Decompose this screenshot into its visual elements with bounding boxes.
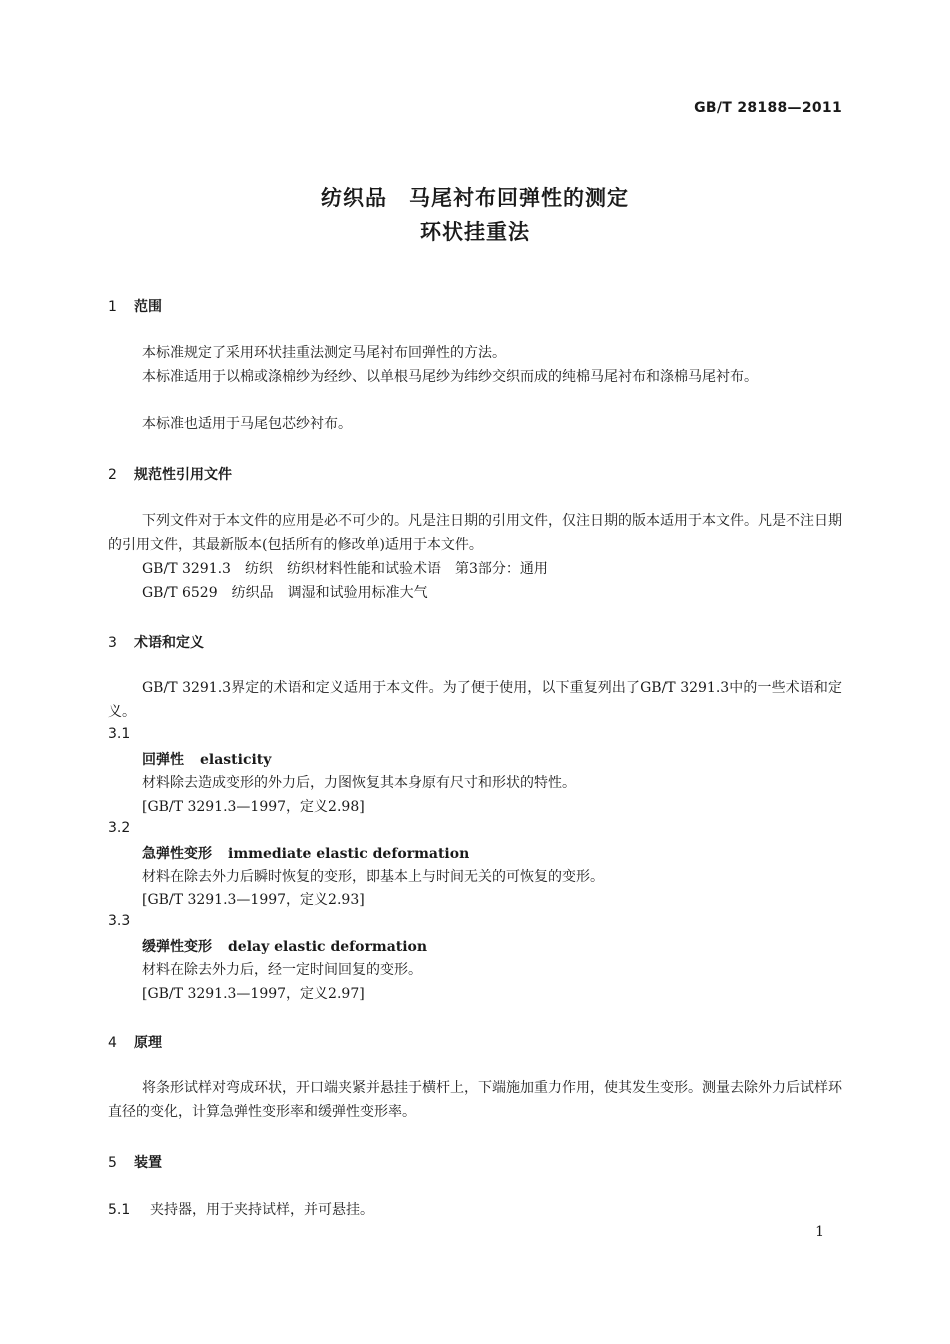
paragraph: 将条形试样对弯成环状，开口端夹紧并悬挂于横杆上，下端施加重力作用，使其发生变形。测量去除外力后试样环直径的变化，计算急弹性变形率和缓弹性变形率。 [108, 1080, 842, 1120]
paragraph: 下列文件对于本文件的应用是必不可少的。凡是注日期的引用文件，仅注日期的版本适用于本文件。凡是不注日期的引用文件，其最新版本(包括所有的修改单)适用于本文件。 [108, 513, 842, 553]
term-definition: 材料在除去外力后，经一定时间回复的变形。 [142, 962, 422, 978]
document-title: 纺织品 马尾衬布回弹性的测定 [321, 186, 629, 210]
term-name-en: elasticity [200, 752, 272, 768]
subclause-number: 5.1 [108, 1202, 131, 1218]
term-source: [GB/T 3291.3—1997，定义2.97] [142, 986, 365, 1002]
section-heading-1 [108, 296, 162, 316]
standard-code: GB/T 28188—2011 [694, 100, 842, 116]
term-name [142, 843, 469, 863]
section-heading-2 [108, 464, 232, 484]
section-number: 3 [108, 635, 117, 651]
normative-reference: GB/T 3291.3 纺织 纺织材料性能和试验术语 第3部分：通用 [142, 561, 548, 577]
section-heading-5 [108, 1152, 162, 1172]
subclause-text: 夹持器，用于夹持试样，并可悬挂。 [150, 1202, 374, 1218]
paragraph: 本标准适用于以棉或涤棉纱为经纱、以单根马尾纱为纬纱交织而成的纯棉马尾衬布和涤棉马尾衬布。 [142, 369, 758, 385]
section-number: 5 [108, 1155, 117, 1171]
section-title: 术语和定义 [134, 635, 204, 651]
section-heading-4 [108, 1032, 162, 1052]
term-definition: 材料在除去外力后瞬时恢复的变形，即基本上与时间无关的可恢复的变形。 [142, 869, 604, 885]
paragraph: 本标准也适用于马尾包芯纱衬布。 [142, 416, 352, 432]
paragraph: 本标准规定了采用环状挂重法测定马尾衬布回弹性的方法。 [142, 345, 506, 361]
section-number: 4 [108, 1035, 117, 1051]
term-number: 3.2 [108, 820, 131, 836]
term-source: [GB/T 3291.3—1997，定义2.93] [142, 892, 365, 908]
term-name-cn: 急弹性变形 [142, 846, 212, 862]
section-number: 1 [108, 299, 117, 315]
normative-reference: GB/T 6529 纺织品 调湿和试验用标准大气 [142, 585, 428, 601]
term-name [142, 936, 427, 956]
term-name-cn: 缓弹性变形 [142, 939, 212, 955]
paragraph: GB/T 3291.3界定的术语和定义适用于本文件。为了便于使用，以下重复列出了GB/T 3291.3中的一些术语和定义。 [108, 680, 842, 720]
section-number: 2 [108, 467, 117, 483]
term-name-cn: 回弹性 [142, 752, 184, 768]
section-title: 规范性引用文件 [134, 467, 232, 483]
term-number: 3.1 [108, 726, 131, 742]
section-heading-3 [108, 632, 204, 652]
term-source: [GB/T 3291.3—1997，定义2.98] [142, 799, 365, 815]
subclause-5-1 [108, 1199, 374, 1219]
page-number: 1 [815, 1224, 824, 1240]
term-name [142, 749, 271, 769]
section-title: 原理 [134, 1035, 162, 1051]
term-name-en: delay elastic deformation [228, 939, 428, 955]
section-title: 范围 [134, 299, 162, 315]
term-number: 3.3 [108, 913, 131, 929]
term-definition: 材料除去造成变形的外力后，力图恢复其本身原有尺寸和形状的特性。 [142, 775, 576, 791]
document-subtitle: 环状挂重法 [420, 220, 530, 244]
section-title: 装置 [134, 1155, 162, 1171]
term-name-en: immediate elastic deformation [228, 846, 470, 862]
